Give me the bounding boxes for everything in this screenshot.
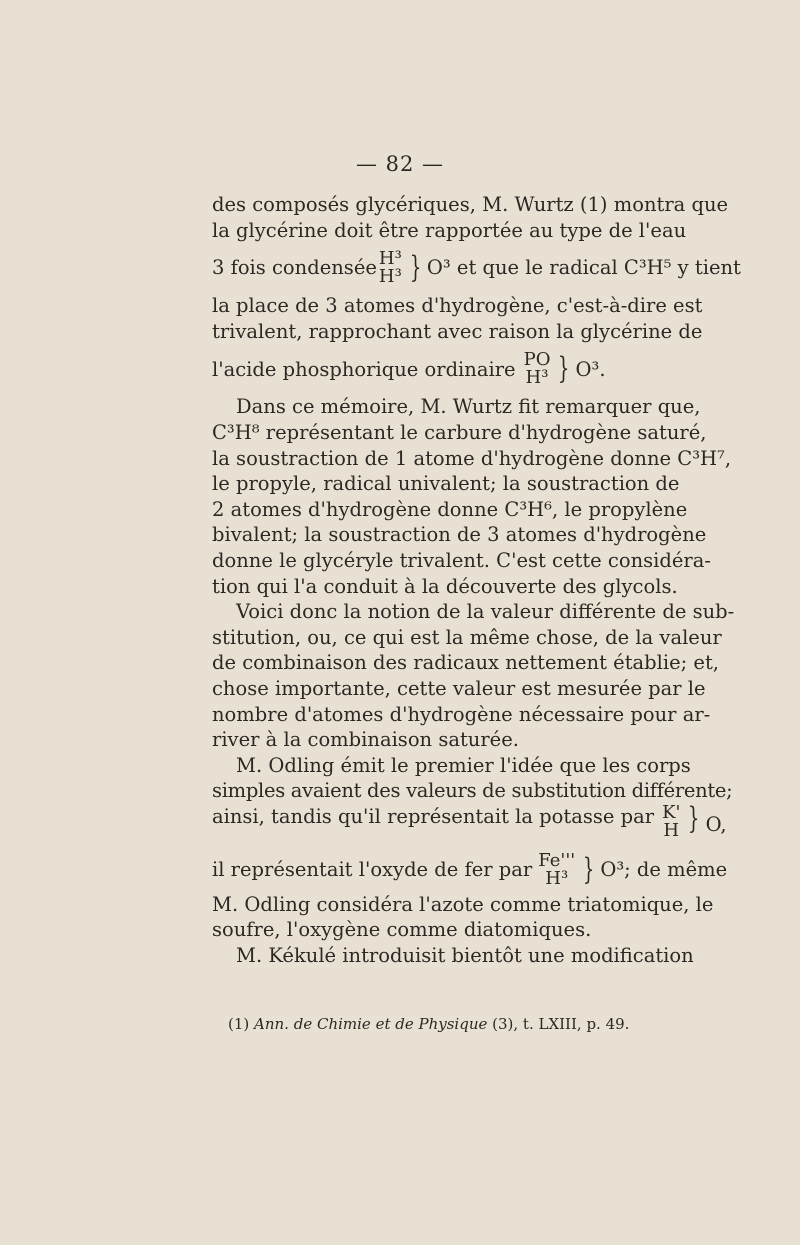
text-line: la glycérine doit être rapportée au type de l'eau xyxy=(212,218,687,242)
text-line: soufre, l'oxygène comme diatomiques. xyxy=(212,918,592,942)
text-line: simples avaient des valeurs de substitution différente; xyxy=(212,779,733,803)
text-line: Voici donc la notion de la valeur différente de sub- xyxy=(236,600,735,624)
formula-line xyxy=(212,800,727,848)
text-fragment: O³. xyxy=(575,357,606,381)
paragraph-1 xyxy=(212,192,741,394)
brace-icon: } xyxy=(558,351,570,387)
text-line: donne le glycéryle trivalent. C'est cette considéra- xyxy=(212,548,711,572)
text-line: tion qui l'a conduit à la découverte des glycols. xyxy=(212,574,678,598)
text-line: nombre d'atomes d'hydrogène nécessaire pour ar- xyxy=(212,702,711,726)
formula-line xyxy=(212,344,680,394)
text-line: bivalent; la soustraction de 3 atomes d'hydrogène xyxy=(212,523,707,547)
formula-line xyxy=(212,243,741,293)
text-fragment: O³ et que le radical C³H⁵ y tient xyxy=(426,256,741,280)
footnote-reference: (3), t. LXIII, p. 49. xyxy=(492,1015,630,1033)
text-line: M. Kékulé introduisit bientôt une modification xyxy=(236,944,694,968)
text-fragment: Dans ce mémoire, M. Wurtz fit remarquer que, xyxy=(236,395,701,419)
formula xyxy=(377,250,427,286)
formula-top: K' xyxy=(662,801,681,823)
text-line: la soustraction de 1 atome d'hydrogène donne C³H⁷, xyxy=(212,446,732,470)
text-line: des composés glycériques, M. Wurtz (1) montra que xyxy=(212,193,729,216)
text-fragment: l'acide phosphorique ordinaire xyxy=(212,357,516,381)
brace-icon: } xyxy=(688,800,700,836)
formula-top: H³ xyxy=(378,248,402,270)
paragraph-4 xyxy=(212,753,733,943)
text-line: de combinaison des radicaux nettement établie; et, xyxy=(212,651,719,675)
paragraph-3 xyxy=(212,599,735,753)
paragraph-2 xyxy=(212,394,732,599)
paragraph-5 xyxy=(212,943,694,969)
text-line: C³H⁸ représentant le carbure d'hydrogène saturé, xyxy=(212,420,707,444)
brace-icon: } xyxy=(409,250,422,286)
text-line: trivalent, rapprochant avec raison la glycérine de xyxy=(212,319,703,343)
text-line: 2 atomes d'hydrogène donne C³H⁶, le propylène xyxy=(212,497,688,521)
footnote-title: Ann. de Chimie et de Physique xyxy=(254,1015,488,1033)
text-line: stitution, ou, ce qui est la même chose, de la valeur xyxy=(212,625,722,649)
text-line: chose importante, cette valeur est mesurée par le xyxy=(212,676,706,700)
body-text xyxy=(212,192,741,969)
formula-fraction xyxy=(538,849,576,889)
formula-fraction xyxy=(524,351,551,387)
formula-bottom: H³ xyxy=(545,867,569,889)
formula-bottom: H xyxy=(663,819,680,841)
formula-fraction xyxy=(379,250,402,286)
text-line: la place de 3 atomes d'hydrogène, c'est-à-dire est xyxy=(212,294,703,318)
formula-bottom: H³ xyxy=(378,266,402,288)
brace-icon: } xyxy=(583,851,595,887)
text-fragment: ainsi, tandis qu'il représentait la potasse par xyxy=(212,804,655,828)
footnote-marker: (1) xyxy=(228,1015,250,1033)
text-line: river à la combinaison saturée. xyxy=(212,728,519,752)
text-fragment: O³; de même xyxy=(600,858,728,882)
page-number: — 82 — xyxy=(355,152,445,176)
formula-top: Fe''' xyxy=(538,849,576,871)
text-fragment: 3 fois condensée xyxy=(212,256,377,280)
text-line: le propyle, radical univalent; la soustraction de xyxy=(212,472,680,496)
text-line xyxy=(212,394,701,420)
text-line: M. Odling émit le premier l'idée que les corps xyxy=(236,753,691,777)
formula-line xyxy=(212,848,728,892)
footnote xyxy=(228,1014,678,1034)
text-line: M. Odling considéra l'azote comme triatomique, le xyxy=(212,892,714,916)
formula-fraction xyxy=(662,801,681,841)
formula-top: PO xyxy=(523,349,551,371)
formula-bottom: H³ xyxy=(525,367,549,389)
text-fragment: O, xyxy=(705,812,727,836)
text-fragment: il représentait l'oxyde de fer par xyxy=(212,858,533,882)
